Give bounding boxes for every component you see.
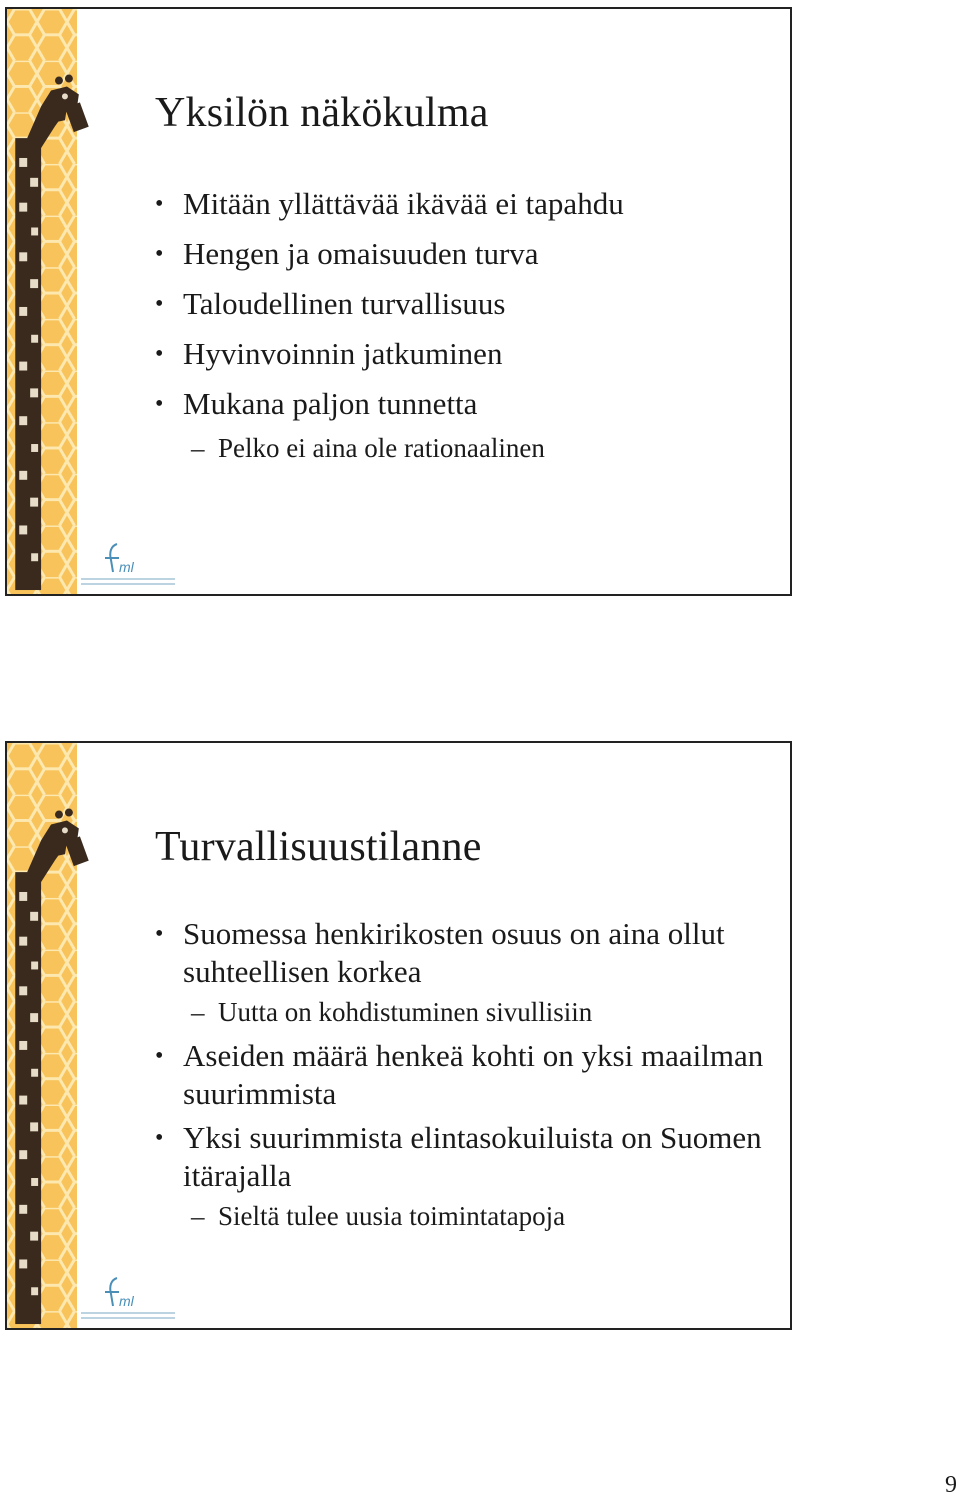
slide-2 — [5, 741, 792, 1330]
sub-bullet-item: – Sieltä tulee uusia toimintatapoja — [155, 1199, 765, 1233]
bullet-item: • Hengen ja omaisuuden turva — [155, 235, 765, 273]
slide-title: Yksilön näkökulma — [155, 90, 489, 136]
fml-logo-icon — [79, 1272, 179, 1324]
svg-text:ml: ml — [119, 559, 134, 575]
fml-logo-icon — [79, 538, 179, 590]
slide-1 — [5, 7, 792, 596]
page-number: 9 — [945, 1472, 957, 1498]
slide-title: Turvallisuustilanne — [155, 824, 482, 870]
bullet-item: • Mitään yllättävää ikävää ei tapahdu — [155, 185, 765, 223]
svg-text:ml: ml — [119, 1293, 134, 1309]
sub-bullet-item: – Pelko ei aina ole rationaalinen — [155, 431, 765, 465]
giraffe-icon — [7, 9, 102, 594]
bullet-item: • Yksi suurimmista elintasokuiluista on Suomen itärajalla — [155, 1119, 765, 1195]
bullet-item: • Hyvinvoinnin jatkuminen — [155, 335, 765, 373]
bullet-list — [155, 185, 765, 477]
bullet-item: • Mukana paljon tunnetta — [155, 385, 765, 423]
sub-bullet-item: – Uutta on kohdistuminen sivullisiin — [155, 995, 765, 1029]
bullet-list — [155, 915, 765, 1241]
giraffe-icon — [7, 743, 102, 1328]
bullet-item: • Aseiden määrä henkeä kohti on yksi maailman suurimmista — [155, 1037, 765, 1113]
bullet-item: • Taloudellinen turvallisuus — [155, 285, 765, 323]
bullet-item: • Suomessa henkirikosten osuus on aina ollut suhteellisen korkea — [155, 915, 765, 991]
